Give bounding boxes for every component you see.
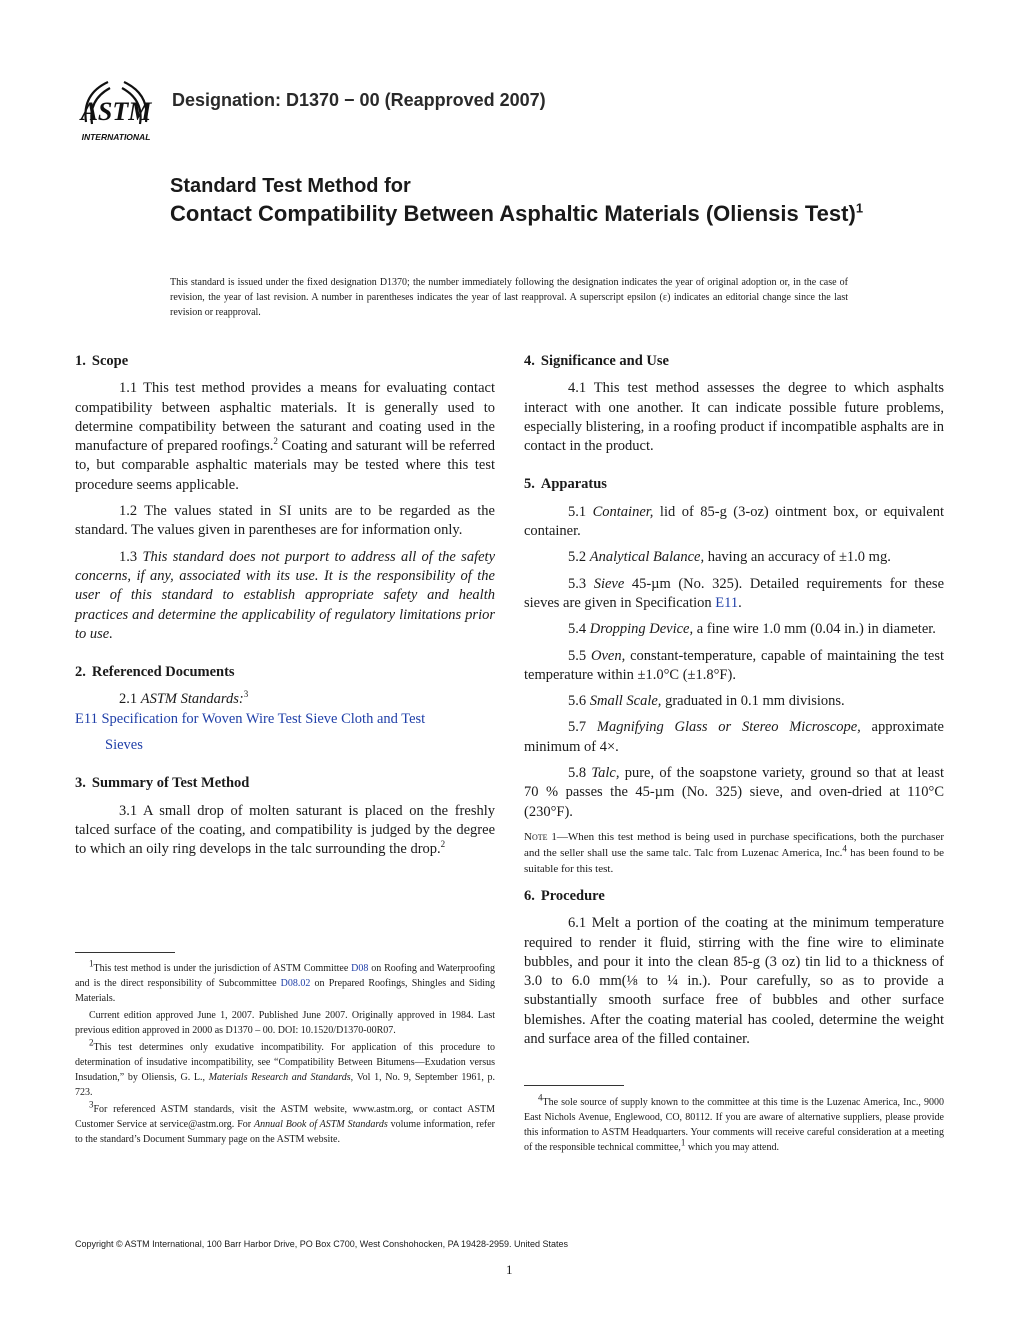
section-title: Summary of Test Method [91,775,250,792]
paragraph-3-1 [75,802,495,860]
term: Analytical Balance, [589,549,705,566]
paragraph-5-5 [524,647,944,686]
term: Talc, [591,765,620,782]
section-number: 5. [524,476,535,493]
section-title: Apparatus [540,476,607,493]
paragraph-text: 45-µm (No. 325). Detailed requirements for these sieves are given in Specification [524,575,944,611]
paragraph-1-1 [75,379,495,495]
paragraph-5-3 [524,575,944,614]
footnote-mark: 3 [243,689,249,700]
paragraph-6-1: 6.1 Melt a portion of the coating at the minimum temperature required to render it fluid, stirring with the fine wire to eliminate bubbles, and pour it into the clean 85-g (3 oz) tin lid to a thickness of 3.0 to 6.0 mm(⅛ to ¼ in.). Pour carefully, so as to provide a substantially smooth surface free of bubbles and other surface blemishes. After the coating material has cooled, determine the weight and surface area of the filled container. [524,915,944,1048]
title-footnote-mark: 1 [855,200,864,216]
book-title: Annual Book of ASTM Standards [253,1119,388,1130]
footnote-text: Vol 1, No. 9, September 1961, p. 723. [75,1072,496,1098]
term: Small Scale, [589,693,662,710]
section-heading-procedure [524,887,944,906]
paragraph-text: 1.1 This test method provides a means for evaluating contact compatibility between asphaltic materials. It is generally used to determine compatibility between the saturant and coating used in the manufacture of prepared roofings. [75,380,495,455]
paragraph-5-2 [524,548,944,567]
paragraph-5-1 [524,503,944,542]
standard-notice: This standard is issued under the fixed designation D1370; the number immediately following the designation indicates the year of original adoption or, in the case of revision, the year of last revision. A number in parentheses indicates the year of last reapproval. A superscript epsilon (ε) indicates an editorial change since the last revision or reapproval. [170,277,848,318]
note-text: —When this test method is being used in purchase specifications, both the purchaser and the seller shall use the same talc. Talc from Luzenac America, Inc. [524,830,944,859]
footnote-3 [75,1099,495,1147]
footnote-mark: 2 [89,1037,94,1048]
right-column [524,352,944,1056]
astm-logo-graphic [72,74,162,144]
footnote-rule-left [75,952,175,953]
footnote-mark: 2 [440,839,446,850]
footnote-mark: 1 [680,1137,686,1148]
left-column [75,352,495,867]
committee-d08-link[interactable]: D08 [351,963,369,974]
footnote-rule-right [524,1085,624,1086]
title-line-1: Standard Test Method for [170,175,411,197]
footnote-1 [75,958,495,1006]
section-number: 4. [524,353,535,369]
reference-e11-link-cont[interactable]: Sieves [105,737,143,754]
footnote-text: For referenced ASTM standards, visit the ASTM website, www.astm.org, or contact ASTM Customer Service at service@astm.org. For [75,1104,495,1130]
note-text: has been found to be suitable for this test. [524,846,944,875]
title-text: Contact Compatibility Between Asphaltic Materials (Oliensis Test) [170,201,856,226]
footnote-text: on Roofing and Waterproofing and is the direct responsibility of Subcommittee [75,963,495,989]
reference-e11-link[interactable] [75,710,495,729]
paragraph-5-7 [524,718,944,757]
subcommittee-d08-02-link[interactable]: D08.02 [280,978,311,989]
paragraph-number: 2.1 [119,691,141,708]
paragraph-number: 5.2 [568,549,590,566]
reference-e11-inline-link[interactable]: E11 [715,594,739,611]
note-label: Note 1 [524,830,557,843]
term: Sieve [593,575,625,592]
term: Oven, [591,647,626,664]
astm-standards-label: ASTM Standards: [140,691,244,708]
paragraph-number: 1.3 [119,548,143,565]
paragraph-number: 5.5 [568,647,592,664]
astm-logo [72,74,162,144]
footnote-mark: 2 [273,436,278,447]
section-number: 1. [75,353,86,369]
paragraph-number: 5.4 [568,621,590,638]
footnote-mark: 4 [842,843,847,854]
footnotes-right [524,1092,944,1157]
footnote-2 [75,1037,496,1100]
footnote-mark: 1 [89,958,94,969]
paragraph-text: graduated in 0.1 mm divisions. [661,693,845,710]
paragraph-number: 5.3 [568,575,594,592]
footnote-mark: 3 [89,1099,94,1110]
section-title: Referenced Documents [91,664,235,681]
logo-text: ASTM [80,97,152,126]
footnote-text: volume information, refer to the standard’s Document Summary page on the ASTM website. [75,1119,495,1145]
paragraph-number: 5.8 [568,765,592,782]
section-heading-apparatus [524,475,944,494]
paragraph-5-4 [524,620,944,639]
section-heading-scope [75,352,495,371]
footnote-text: The sole source of supply known to the committee at this time is the Luzenac America, Inc., 9000 East Nichols Avenue, Englewood, CO, 80112. If you are aware of alternative suppliers, please provide this information to ASTM Headquarters. Your comments will receive careful consideration at a meeting of the responsible technical committee, [524,1097,944,1153]
paragraph-text: approximate minimum of 4×. [524,719,944,755]
paragraph-1-3 [75,548,495,644]
paragraph-text: having an accuracy of ±1.0 mg. [704,549,891,566]
designation: Designation: D1370 − 00 (Reapproved 2007) [172,90,546,110]
journal-title: Materials Research and Standards, [208,1072,354,1083]
paragraph-4-1: 4.1 This test method assesses the degree to which asphalts interact with one another. It can indicate possible future problems, especially blistering, in a roofing product if incompatible asphalts are in contact in the product. [524,380,944,455]
term: Dropping Device, [589,621,694,638]
term: Container, [592,503,654,520]
paragraph-text: Coating and saturant will be referred to, but comparable asphaltic materials may be tested where this test procedure seems applicable. [75,438,495,493]
paragraph-5-6 [524,692,944,711]
reference-code[interactable]: E11 [75,710,98,727]
section-title: Significance and Use [540,353,669,369]
paragraph-5-8 [524,764,944,822]
paragraph-2-1 [75,690,495,709]
safety-statement: This standard does not purport to address all of the safety concerns, if any, associated with its use. It is the responsibility of the user of this standard to establish appropriate safety and health practices and determine the applicability of regulatory limitations prior to use. [75,548,496,642]
logo-subtext: INTERNATIONAL [81,132,151,142]
section-heading-referenced [75,663,495,682]
footnote-text: which you may attend. [685,1142,779,1153]
footnote-text: This test determines only exudative incompatibility. For application of this procedure to determination of insudative incompatibility, see “Compatibility Between Bitumens—Exudation versus Insudation,” by Oliensis, G. L., [75,1042,495,1083]
copyright-notice: Copyright © ASTM International, 100 Barr Harbor Drive, PO Box C700, West Conshohocken, PA 19428-2959. United States [75,1239,569,1249]
section-number: 2. [75,664,86,681]
page-number: 1 [506,1262,513,1277]
paragraph-text: constant-temperature, capable of maintaining the test temperature within ±1.0°C (±1.8°F). [524,647,945,683]
note-1 [524,829,944,877]
paragraph-text: a fine wire 1.0 mm (0.04 in.) in diameter. [693,621,936,638]
paragraph-number: 5.7 [568,719,597,736]
paragraph-text: lid of 85-g (3-oz) ointment box, or equivalent container. [524,503,944,540]
paragraph-text: 3.1 A small drop of molten saturant is placed on the freshly talced surface of the coating, and compatibility is judged by the degree to which an oily ring develops in the talc surrounding the drop. [75,802,495,858]
footnote-1-edition: Current edition approved June 1, 2007. Published June 2007. Originally approved in 1984. Last previous edition approved in 2000 as D1370 – 00. DOI: 10.1520/D1370-00R07. [75,1010,495,1036]
paragraph-text: pure, of the soapstone variety, ground so that at least 70 % passes the 45-µm (No. 325) sieve, and oven-dried at 110°C (230°F). [524,765,944,820]
paragraph-text: . [738,594,742,611]
section-title: Scope [91,353,129,369]
footnote-4 [524,1092,944,1155]
section-heading-significance [524,352,944,371]
section-number: 6. [524,887,535,904]
section-number: 3. [75,775,86,792]
footnote-text: on Prepared Roofings, Shingles and Siding Materials. [75,978,495,1004]
term: Magnifying Glass or Stereo Microscope, [596,719,861,736]
footnote-text: This test method is under the jurisdiction of ASTM Committee [93,963,352,974]
paragraph-number: 5.6 [568,693,590,710]
footnotes-left [75,958,496,1149]
paragraph-1-2: 1.2 The values stated in SI units are to be regarded as the standard. The values given in parentheses are for information only. [75,503,495,539]
paragraph-number: 5.1 [568,503,593,520]
footnote-mark: 4 [538,1092,543,1103]
section-title: Procedure [540,887,605,904]
title-line-2 [170,200,890,228]
reference-title[interactable]: Specification for Woven Wire Test Sieve Cloth and Test [97,710,426,727]
section-heading-summary [75,774,495,793]
